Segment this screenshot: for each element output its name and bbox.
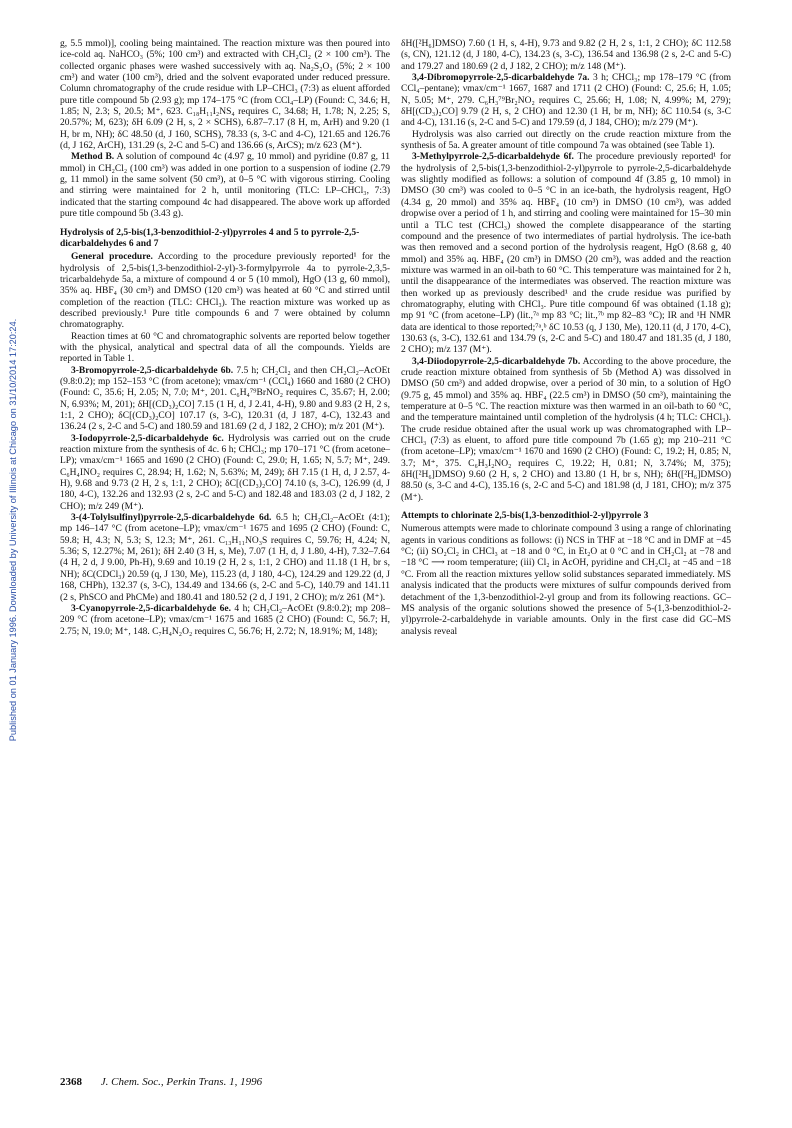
compound-heading: 3-Bromopyrrole-2,5-dicarbaldehyde 6b. — [71, 365, 234, 376]
paragraph — [60, 152, 390, 220]
compound-heading: 3-(4-Tolylsulfinyl)pyrrole-2,5-dicarbaldehyde 6d. — [71, 513, 272, 524]
paragraph — [401, 357, 731, 504]
paragraph-heading: Method B. — [71, 152, 115, 163]
right-column — [401, 39, 731, 638]
compound-heading: 3,4-Dibromopyrrole-2,5-dicarbaldehyde 7a. — [412, 73, 590, 84]
section-heading: Attempts to chlorinate 2,5-bis(1,3-benzodithiol-2-yl)pyrrole 3 — [401, 511, 649, 522]
paragraph-text: 3 h; CHCl₃; mp 178–179 °C (from CCl₄–pentane); νmax/cm⁻¹ 1667, 1687 and 1711 (2 CHO) (Found: C, 25.6; H, 1.05; N, 5.05; M⁺, 279. C₆H₃⁷⁹Br₂NO₂ requires C, 25.66; H, 1.08; N, 4.99%; M, 279); δH[(CD₃)₂CO] 9.79 (2 H, s, 2 CHO) and 12.30 (1 H, br m, NH); δC 110.54 (s, 3-C and 4-C), 131.16 (s, 2-C and 5-C) and 179.59 (d, J 184, CHO); m/z 279 (M⁺). — [401, 73, 731, 129]
paragraph-text: The procedure previously reported¹ for the hydrolysis of 2,5-bis(1,3-benzodithiol-2-yl)pyrrole to pyrrole-2,5-dicarbaldehyde was slightly modified as follows: a solution of compound 4f (3.85 g, 10 mmol) in DMSO (30 cm³) was cooled to 0–5 °C in an ice-bath, the hydrolysis reagent, HgO (4.34 g, 20 mmol) and 35% aq. HBF₄ (10 cm³) in DMSO (10 cm³), was added dropwise over a period of 1 h, and stirring and cooling were maintained for 15–30 min until a TLC test (CHCl₃) showed the complete disappearance of the starting compound and the presence of two intermediates of partial hydrolysis. The ice-bath was then removed and a second portion of the hydrolysis reagent, HgO (8.68 g, 40 mmol) and 35% aq. HBF₄ (20 cm³) in DMSO (20 cm³), was added and the reaction mixture was warmed in an oil-bath to 60 °C. This temperature was maintained for 2 h, until the disappearance of the intermediates was observed. The reaction mixture was then worked up as previously described¹ and the crude residue was purified by chromatography, eluting with CHCl₃. Pure title compound 6f was obtained (1.18 g); mp 91 °C (from acetone–LP) (lit.,⁷ᵃ mp 83 °C; lit.,⁷ᵇ mp 82–83 °C); IR and ¹H NMR data are identical to those reported;⁷ᵃ,ᵇ δC 10.53 (q, J 130, Me), 120.11 (d, J 170, 4-C), 130.63 (s, 3-C), 132.61 and 134.79 (s, 2-C and 5-C) and 180.47 and 181.35 (d, J 180, 2 CHO); m/z 137 (M⁺). — [401, 152, 731, 356]
paragraph: Hydrolysis was also carried out directly on the crude reaction mixture from the synthesis of 5a. A greater amount of title compound 7a was obtained (see Table 1). — [401, 129, 731, 152]
paragraph-heading: General procedure. — [71, 252, 153, 263]
paragraph-text: 4 h; CH₂Cl₂–AcOEt (9.8:0.2); mp 208–209 °C (from acetone–LP); νmax/cm⁻¹ 1675 and 1685 (2 CHO) (Found: C, 56.7; H, 2.75; N, 19.0; M⁺, 148. C₇H₄N₂O₂ requires C, 56.76; H, 2.72; N, 18.91%; M, 148); — [60, 603, 391, 637]
paragraph — [401, 152, 731, 356]
paragraph — [60, 604, 390, 638]
paragraph — [60, 434, 390, 513]
paragraph: Numerous attempts were made to chlorinate compound 3 using a range of chlorinating agents in various conditions as follows: (i) NCS in THF at −18 °C and in DMF at −45 °C; (ii) SO₂Cl₂ in CHCl₃ at −18 and 0 °C, in Et₂O at 0 °C and in CH₂Cl₂ at −78 and −18 °C ⟶ room temperature; (iii) Cl₂ in AcOH, pyridine and CH₂Cl₂ at −45 and −18 °C. From all the reaction mixtures yellow solid substances separated immediately. MS analysis indicated that the products were mixtures of sulfur compounds derived from detachment of the 1,3-benzodithiol-2-yl group and from its following reactions. GC–MS analysis of the organic solutions showed the presence of 5-(1,3-benzodithiol-2-yl)pyrrole-2-carbaldehyde in variable amounts. Only in the first case did GC–MS analysis reveal — [401, 524, 731, 637]
page-footer — [60, 1076, 262, 1088]
paragraph-text: According to the above procedure, the crude reaction mixture obtained from synthesis of 5b (Method A) was dissolved in DMSO (50 cm³) and added dropwise, over a period of 30 min, to a solution of HgO (9.75 g, 45 mmol) and 35% aq. HBF₄ (22.5 cm³) in DMSO (50 cm³), maintaining the temperature at 0–5 °C. The reaction mixture was then warmed in an oil-bath to 60 °C, and the temperature maintained until completion of the hydrolysis (4 h; TLC: CHCl₃). The crude residue obtained after the usual work up was chromatographed with LP–CHCl₃ (7:3) as eluent, to afford pure title compound 7b (1.65 g); mp 210–211 °C (from acetone–LP); νmax/cm⁻¹ 1670 and 1690 (2 CHO) (Found: C, 19.2; H, 0.85; N, 3.7; M⁺, 375. C₆H₃I₂NO₂ requires C, 19.22; H, 0.81; N, 3.74%; M, 375); δH([²H₆]DMSO) 9.60 (2 H, s, 2 CHO) and 13.80 (1 H, br s, NH); δH([²H₆]DMSO) 88.50 (s, 3-C and 4-C), 135.16 (s, 2-C and 5-C) and 181.98 (d, J 181, CHO); m/z 375 (M⁺). — [401, 356, 731, 503]
paragraph — [60, 366, 390, 434]
compound-heading: 3-Iodopyrrole-2,5-dicarbaldehyde 6c. — [71, 433, 224, 444]
compound-heading: 3-Cyanopyrrole-2,5-dicarbaldehyde 6e. — [71, 603, 231, 614]
side-note-text: Published on 01 January 1996. Downloaded by University of Illinois at Chicago on 31/10/2014 17:20:24. — [8, 318, 18, 742]
paragraph-text: According to the procedure previously reported¹ for the hydrolysis of 2,5-bis(1,3-benzodithiol-2-yl)-3-formylpyrrole 4a to pyrrole-2,3,5-tricarbaldehyde 5a, a mixture of compound 4 or 5 (10 mmol), HgO (13 g, 60 mmol), 35% aq. HBF₄ (30 cm³) and DMSO (120 cm³) was heated at 60 °C and stirred until completion of the reaction (TLC: CHCl₃). The reaction mixture was worked up as described previously.¹ Pure title compounds 6 and 7 were obtained by column chromatography. — [60, 252, 390, 331]
journal-citation: J. Chem. Soc., Perkin Trans. 1, 1996 — [100, 1076, 263, 1088]
paragraph-text: 6.5 h; CH₂Cl₂–AcOEt (4:1); mp 146–147 °C (from acetone–LP); νmax/cm⁻¹ 1675 and 1695 (2 CHO) (Found: C, 59.8; H, 4.3; N, 5.3; S, 12.3; M⁺, 261. C₁₃H₁₁NO₃S requires C, 59.76; H, 4.24; N, 5.36; S, 12.27%; M, 261); δH 2.40 (3 H, s, Me), 7.07 (1 H, d, J 1.80, 4-H), 7.32–7.64 (4 H, 2 d, J 9.00, Ph-H), 9.69 and 10.19 (2 H, 2 s, 1:1, 2 CHO) and 11.18 (1 H, br s, NH); δC(CDCl₃) 20.59 (q, J 130, Me), 115.23 (d, J 180, 4-C), 124.29 and 129.22 (d, J 168, CHPh), 132.37 (s, 3-C), 134.49 and 134.66 (s, 2-C and 5-C), 140.79 and 141.11 (2 s, PhSCO and PhCMe) and 180.41 and 180.52 (2 d, J 191, 2 CHO); m/z 261 (M⁺). — [60, 513, 390, 603]
paragraph-text: Hydrolysis was carried out on the crude reaction mixture from the synthesis of 4c. 6 h; CHCl₃; mp 170–171 °C (from acetone–LP); νmax/cm⁻¹ 1665 and 1690 (2 CHO) (Found: C, 29.0; H, 1.65; N, 5.7; M⁺, 249. C₆H₄INO₂ requires C, 28.94; H, 1.62; N, 5.63%; M, 249); δH 7.15 (1 H, d, J 2.57, 4-H), 9.68 and 9.73 (2 H, 2 s, 1:1, 2 CHO); δC[(CD₃)₂CO] 74.10 (s, 3-C), 126.99 (d, J 180, 4-C), 132.26 and 132.93 (2 s, 2-C and 5-C) and 182.48 and 183.03 (2 d, J 182, 2 CHO); m/z 249 (M⁺). — [60, 433, 390, 512]
left-column — [60, 39, 390, 638]
paragraph-text: A solution of compound 4c (4.97 g, 10 mmol) and pyridine (0.87 g, 11 mmol) in CH₂Cl₂ (100 cm³) was added in one portion to a suspension of iodine (2.79 g, 11 mmol) in the same solvent (50 cm³), at 0–5 °C with vigorous stirring. Cooling and stirring were maintained for 2 h, until monitoring (TLC: LP–CHCl₃, 7:3) indicated that the starting compound 4c had disappeared. The above work up afforded pure title compound 5b (3.43 g). — [60, 152, 391, 220]
paragraph-text: 7.5 h; CH₂Cl₂ and then CH₂Cl₂–AcOEt (9.8:0.2); mp 152–153 °C (from acetone); νmax/cm⁻¹ (CCl₄) 1660 and 1680 (2 CHO) (Found: C, 35.6; H, 2.05; N, 7.0; M⁺, 201. C₆H₄⁷⁹BrNO₂ requires C, 35.67; H, 2.00; N, 6.93%; M, 201); δH[(CD₃)₂CO] 7.15 (1 H, d, J 2.41, 4-H), 9.80 and 9.83 (2 H, 2 s, 1:1, 2 CHO); δC[(CD₃)₂CO] 107.17 (s, 3-C), 120.31 (d, J 187, 4-C), 132.43 and 136.24 (2 s, 2-C and 5-C) and 180.59 and 181.69 (2 d, J 182, 2 CHO); m/z 201 (M⁺). — [60, 365, 391, 433]
paragraph — [60, 513, 390, 604]
paragraph — [401, 73, 731, 130]
paragraph — [60, 252, 390, 331]
section-heading: Hydrolysis of 2,5-bis(1,3-benzodithiol-2-yl)pyrroles 4 and 5 to pyrrole-2,5-dicarbaldehydes 6 and 7 — [60, 227, 360, 249]
page-number: 2368 — [60, 1076, 82, 1088]
paragraph: g, 5.5 mmol)], cooling being maintained. The reaction mixture was then poured into ice-cold aq. NaHCO₃ (5%; 100 cm³) and extracted with CH₂Cl₂ (2 × 100 cm³). The collected organic phases were washed successively with aq. Na₂S₂O₃ (5%; 2 × 100 cm³) and water (100 cm³), dried and the solvent evaporated under reduced pressure. Column chromatography of the crude residue with LP–CHCl₃ (7:3) as eluent afforded pure title compound 5b (2.93 g); mp 174–175 °C (from CCl₄–LP) (Found: C, 34.6; H, 1.85; N, 2.3; S, 20.5; M⁺, 623. C₁₈H₁₁I₂NS₄ requires C, 34.68; H, 1.78; N, 2.25; S, 20.57%; M, 623); δH 6.09 (2 H, s, 2 × SCHS), 6.87–7.17 (8 H, m, ArH) and 9.20 (1 H, br m, NH); δC 48.50 (d, J 160, SCHS), 78.33 (s, 3-C and 4-C), 121.65 and 126.76 (d, J 162, ArCH), 131.29 (s, 2-C and 5-C) and 136.66 (s, ArCS); m/z 623 (M⁺). — [60, 39, 390, 152]
compound-heading: 3,4-Diiodopyrrole-2,5-dicarbaldehyde 7b. — [412, 356, 581, 367]
publication-side-note — [6, 150, 20, 910]
paragraph: Reaction times at 60 °C and chromatographic solvents are reported below together with the physical, analytical and spectral data of all the compounds. Yields are reported in Table 1. — [60, 331, 390, 365]
paragraph: δH([²H₆]DMSO) 7.60 (1 H, s, 4-H), 9.73 and 9.82 (2 H, 2 s, 1:1, 2 CHO); δC 112.58 (s, CN), 121.12 (d, J 180, 4-C), 134.23 (s, 3-C), 136.54 and 136.98 (2 s, 2-C and 5-C) and 179.27 and 180.69 (2 d, J 182, 2 CHO); m/z 148 (M⁺). — [401, 39, 731, 72]
compound-heading: 3-Methylpyrrole-2,5-dicarbaldehyde 6f. — [412, 152, 574, 163]
